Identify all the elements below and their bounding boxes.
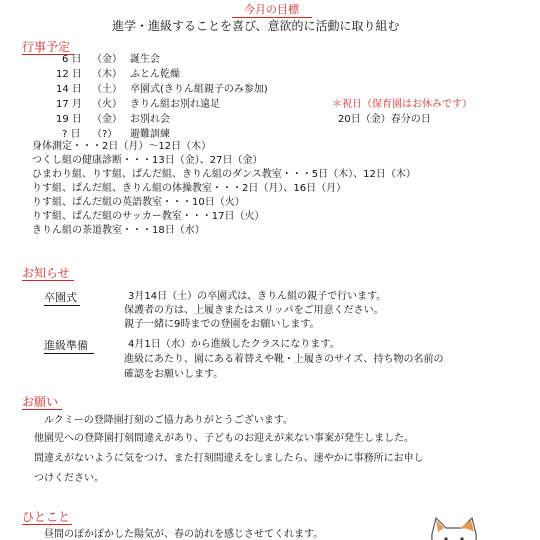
holiday-date: 20日（金）春分の日 — [338, 114, 431, 125]
holiday-note: ＊祝日（保育園はお休みです） — [332, 99, 472, 110]
event-name: お別れ会 — [130, 114, 170, 125]
goal-title: 今月の目標 — [244, 3, 299, 16]
goal-title-underline — [232, 17, 312, 18]
schedule-line: 身体測定・・・2日（月）～12日（木） — [32, 141, 212, 152]
event-weekday: （金） — [92, 114, 122, 125]
request-line: 他園児への登降園打刻間違えがあり、子どものお迎えが来ない事案が発生しました。 — [34, 433, 414, 444]
event-day: 19 日 — [56, 114, 82, 125]
event-name: 誕生会 — [130, 54, 160, 65]
requests-title-underline — [22, 409, 62, 410]
event-day: 14 日 — [56, 84, 82, 95]
event-weekday: （金） — [92, 54, 122, 65]
schedule-line: きりん組の茶道教室・・・18日（水） — [32, 225, 205, 236]
hitokoto-title: ひとこと — [22, 510, 71, 524]
event-name: 卒園式(きりん組親子のみ参加) — [130, 84, 268, 95]
hitokoto-title-underline — [22, 524, 72, 525]
event-name: ふとん乾燥 — [130, 69, 180, 80]
notices-title: お知らせ — [22, 266, 70, 280]
event-weekday: （土） — [92, 84, 122, 95]
graduation-label-underline — [44, 305, 80, 306]
event-weekday: （木） — [92, 69, 122, 80]
graduation-label: 卒園式 — [44, 291, 77, 304]
event-name: 避難訓練 — [130, 129, 170, 140]
promotion-label-underline — [44, 353, 94, 354]
request-line: つけください。 — [34, 473, 104, 484]
event-day: 12 日 — [56, 69, 82, 80]
events-title: 行事予定 — [22, 40, 71, 54]
graduation-text: 保護者の方は、上履きまたはスリッパをご用意ください。 — [124, 305, 384, 316]
request-line: ルクミーの登降園打刻のご協力ありがとうございます。 — [44, 415, 293, 426]
event-weekday: （?） — [92, 129, 118, 140]
schedule-line: りす組、ぱんだ組のサッカー教室・・・17日（火） — [32, 211, 265, 222]
cat-icon — [424, 512, 484, 540]
hitokoto-line: 昼間のぽかぽかした陽気が、春の訪れを感じさせてくれます。 — [44, 529, 324, 540]
promotion-label: 進級準備 — [44, 339, 88, 352]
promotion-text: 確認をお願いします。 — [124, 369, 224, 380]
graduation-text: 3月14日（土）の卒園式は、きりん組の親子で行います。 — [128, 291, 387, 302]
schedule-line: つくし組の健康診断・・・13日（金）、27日（金） — [32, 155, 263, 166]
graduation-text: 親子一緒に9時までの登園をお願いします。 — [124, 319, 320, 330]
event-day: 17 月 — [56, 99, 82, 110]
notices-title-underline — [22, 280, 74, 281]
promotion-text: 4月1日（水）から進級したクラスになります。 — [128, 339, 340, 350]
event-day: 6 日 — [62, 54, 82, 65]
schedule-line: りす組、ぱんだ組、きりん組の体操教室・・・2日（月）、16日（月） — [32, 183, 347, 194]
promotion-text: 進級にあたり、園にある着替えや靴・上履きのサイズ、持ち物の名前の — [124, 354, 444, 365]
event-day: ? 日 — [62, 129, 81, 140]
event-name: きりん組お別れ遠足 — [130, 99, 220, 110]
request-line: 間違えがないように気をつけ、また打刻間違えをしましたら、速やかに事務所にお申し — [34, 453, 424, 464]
requests-title: お願い — [22, 395, 59, 409]
goal-text: 進学・進級することを喜び、意欲的に活動に取り組む — [112, 19, 400, 33]
event-weekday: （火） — [92, 99, 122, 110]
schedule-line: りす組、ぱんだ組の英語教室・・・10日（火） — [32, 197, 245, 208]
schedule-line: ひまわり組、りす組、ぱんだ組、きりん組のダンス教室・・・5日（木）、12日（木） — [32, 169, 416, 180]
